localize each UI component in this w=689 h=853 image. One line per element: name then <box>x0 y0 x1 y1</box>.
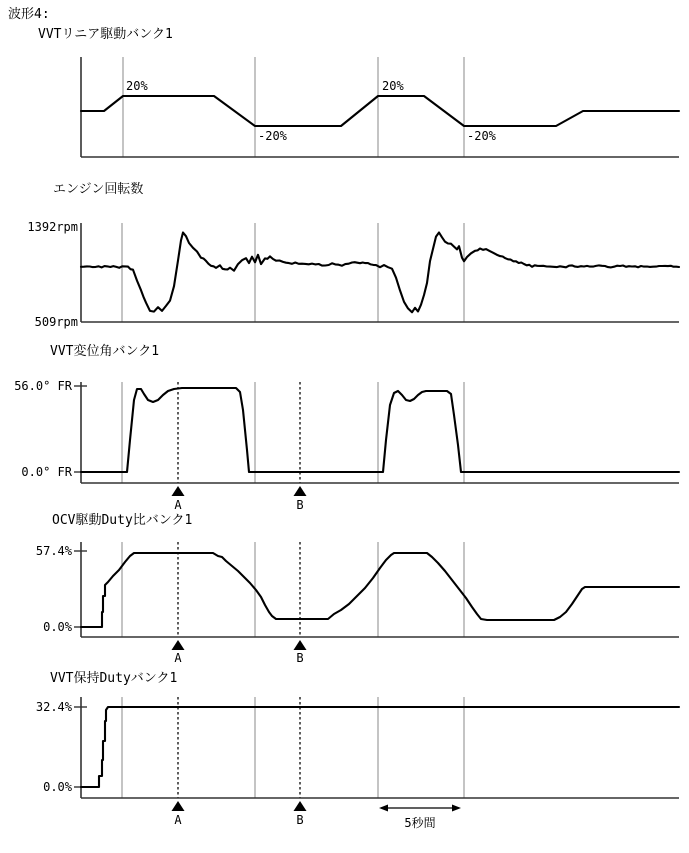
chart-2-title: エンジン回転数 <box>53 182 144 197</box>
chart-5-ylabel-min: 0.0% <box>43 780 72 794</box>
chart-3-marker-b-label: B <box>296 498 304 512</box>
chart-3-marker-a-label: A <box>174 498 182 512</box>
chart-5-title: VVT保持Dutyバンク1 <box>50 671 178 686</box>
chart-1-value-label-plus20-second: 20% <box>382 79 404 93</box>
chart-1-value-label-minus20-second: -20% <box>467 129 496 143</box>
chart-1-plot <box>81 57 679 157</box>
chart-1-value-label-minus20-first: -20% <box>258 129 287 143</box>
chart-1-value-label-plus20-first: 20% <box>126 79 148 93</box>
chart-5-plot <box>74 697 679 812</box>
chart-3-plot <box>74 382 679 496</box>
chart-4-title: OCV駆動Duty比バンク1 <box>52 513 193 528</box>
chart-4-plot <box>74 542 679 650</box>
chart-5-ylabel-max: 32.4% <box>35 700 72 714</box>
time-span-label: 5秒間 <box>404 816 436 830</box>
chart-1-title: VVTリニア駆動バンク1 <box>38 27 173 42</box>
chart-5-marker-b-label: B <box>296 813 304 827</box>
chart-3-title: VVT変位角バンク1 <box>50 344 160 359</box>
page-title: 波形4: <box>8 7 50 22</box>
chart-4-ylabel-min: 0.0% <box>43 620 72 634</box>
chart-2-ylabel-max: 1392rpm <box>27 220 78 234</box>
chart-2-ylabel-min: 509rpm <box>34 315 78 329</box>
chart-4-marker-a-label: A <box>174 651 182 665</box>
chart-4-ylabel-max: 57.4% <box>35 544 72 558</box>
chart-2-plot <box>81 223 679 322</box>
chart-4-marker-b-label: B <box>296 651 304 665</box>
chart-3-ylabel-min: 0.0° FR <box>21 465 72 479</box>
chart-3-ylabel-max: 56.0° FR <box>14 379 72 393</box>
chart-5-marker-a-label: A <box>174 813 182 827</box>
